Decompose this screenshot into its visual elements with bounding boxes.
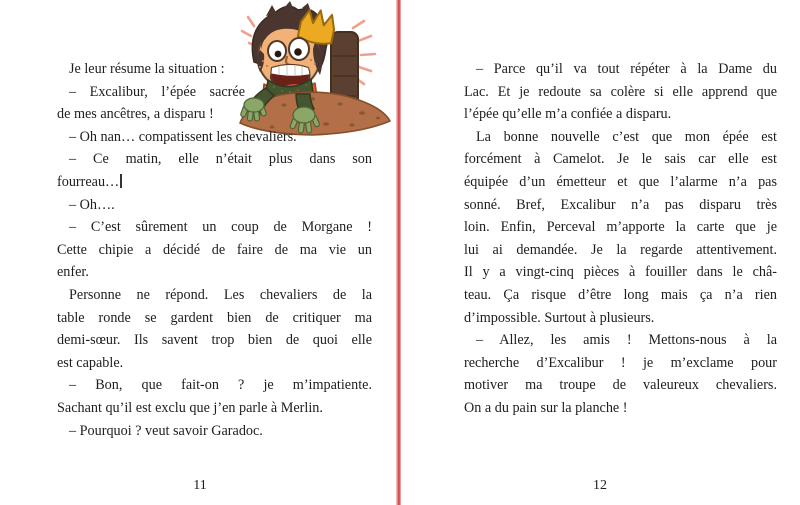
text-line: forcément à Camelot. Je le sais car elle est bbox=[464, 151, 777, 168]
text-line: recherche d’Excalibur ! je m’exclame pour bbox=[464, 354, 777, 371]
text-line: demi-sœur. Ils savent trop bien de quoi elle bbox=[57, 332, 372, 349]
text-line: Il y a vingt-cinq pièces à fouiller dans le châ- bbox=[464, 264, 777, 281]
text-line: – C’est sûrement un coup de Morgane ! bbox=[69, 219, 372, 236]
text-line: enfer. bbox=[57, 264, 89, 281]
text-line: fourreau… bbox=[57, 171, 372, 194]
text-line: l’épée qu’elle m’a confiée a disparu. bbox=[464, 106, 672, 123]
text-line: d’impossible. Surtout à plusieurs. bbox=[464, 309, 655, 326]
text-line: sonné. Bref, Excalibur n’a pas disparu très bbox=[464, 196, 777, 213]
page-number-right: 12 bbox=[593, 478, 607, 493]
text-line: motiver ma troupe de valeureux chevaliers. bbox=[464, 377, 777, 394]
text-line: La bonne nouvelle c’est que mon épée est bbox=[476, 128, 777, 145]
text-line: On a du pain sur la planche ! bbox=[464, 399, 628, 416]
page-number-left: 11 bbox=[193, 478, 207, 493]
text-line: Personne ne répond. Les chevaliers de la bbox=[69, 286, 372, 303]
text-line: teau. Ça risque d’être long mais ça n’a rien bbox=[464, 286, 777, 303]
text-line: – Excalibur, l’épée sacrée bbox=[69, 83, 245, 100]
text-line: – Allez, les amis ! Mettons-nous à la bbox=[476, 332, 777, 349]
text-line: – Parce qu’il va tout répéter à la Dame du bbox=[476, 61, 777, 77]
text-line: table ronde se gardent bien de critiquer ma bbox=[57, 309, 372, 326]
text-line: – Ce matin, elle n’était plus dans son bbox=[69, 151, 372, 168]
text-line: – Pourquoi ? veut savoir Garadoc. bbox=[69, 422, 263, 439]
text-line: équipée d’un émetteur et que l’alarme n’a pas bbox=[464, 173, 777, 190]
page-gutter-divider bbox=[396, 0, 401, 505]
text-line: est capable. bbox=[57, 354, 124, 371]
text-line: Lac. Et je redoute sa colère si elle apprend que bbox=[464, 83, 777, 100]
text-caret bbox=[120, 174, 121, 188]
left-page-text bbox=[57, 58, 372, 442]
text-line: – Oh nan… compatissent les chevaliers. bbox=[69, 128, 297, 145]
text-line: – Bon, que fait-on ? je m’impatiente. bbox=[69, 377, 372, 394]
text-line: Cette chipie a décidé de faire de ma vie un bbox=[57, 241, 372, 258]
text-line: Sachant qu’il est exclu que j’en parle à Merlin. bbox=[57, 399, 323, 416]
text-line: Je leur résume la situation : bbox=[69, 61, 225, 77]
text-line: – Oh…. bbox=[69, 196, 115, 213]
text-line: lui ai demandée. Je la regarde attentivement. bbox=[464, 241, 777, 258]
text-line: de mes ancêtres, a disparu ! bbox=[57, 106, 214, 123]
right-page-text bbox=[464, 58, 777, 420]
text-line: loin. Enfin, Perceval m’apporte la carte que je bbox=[464, 219, 777, 236]
